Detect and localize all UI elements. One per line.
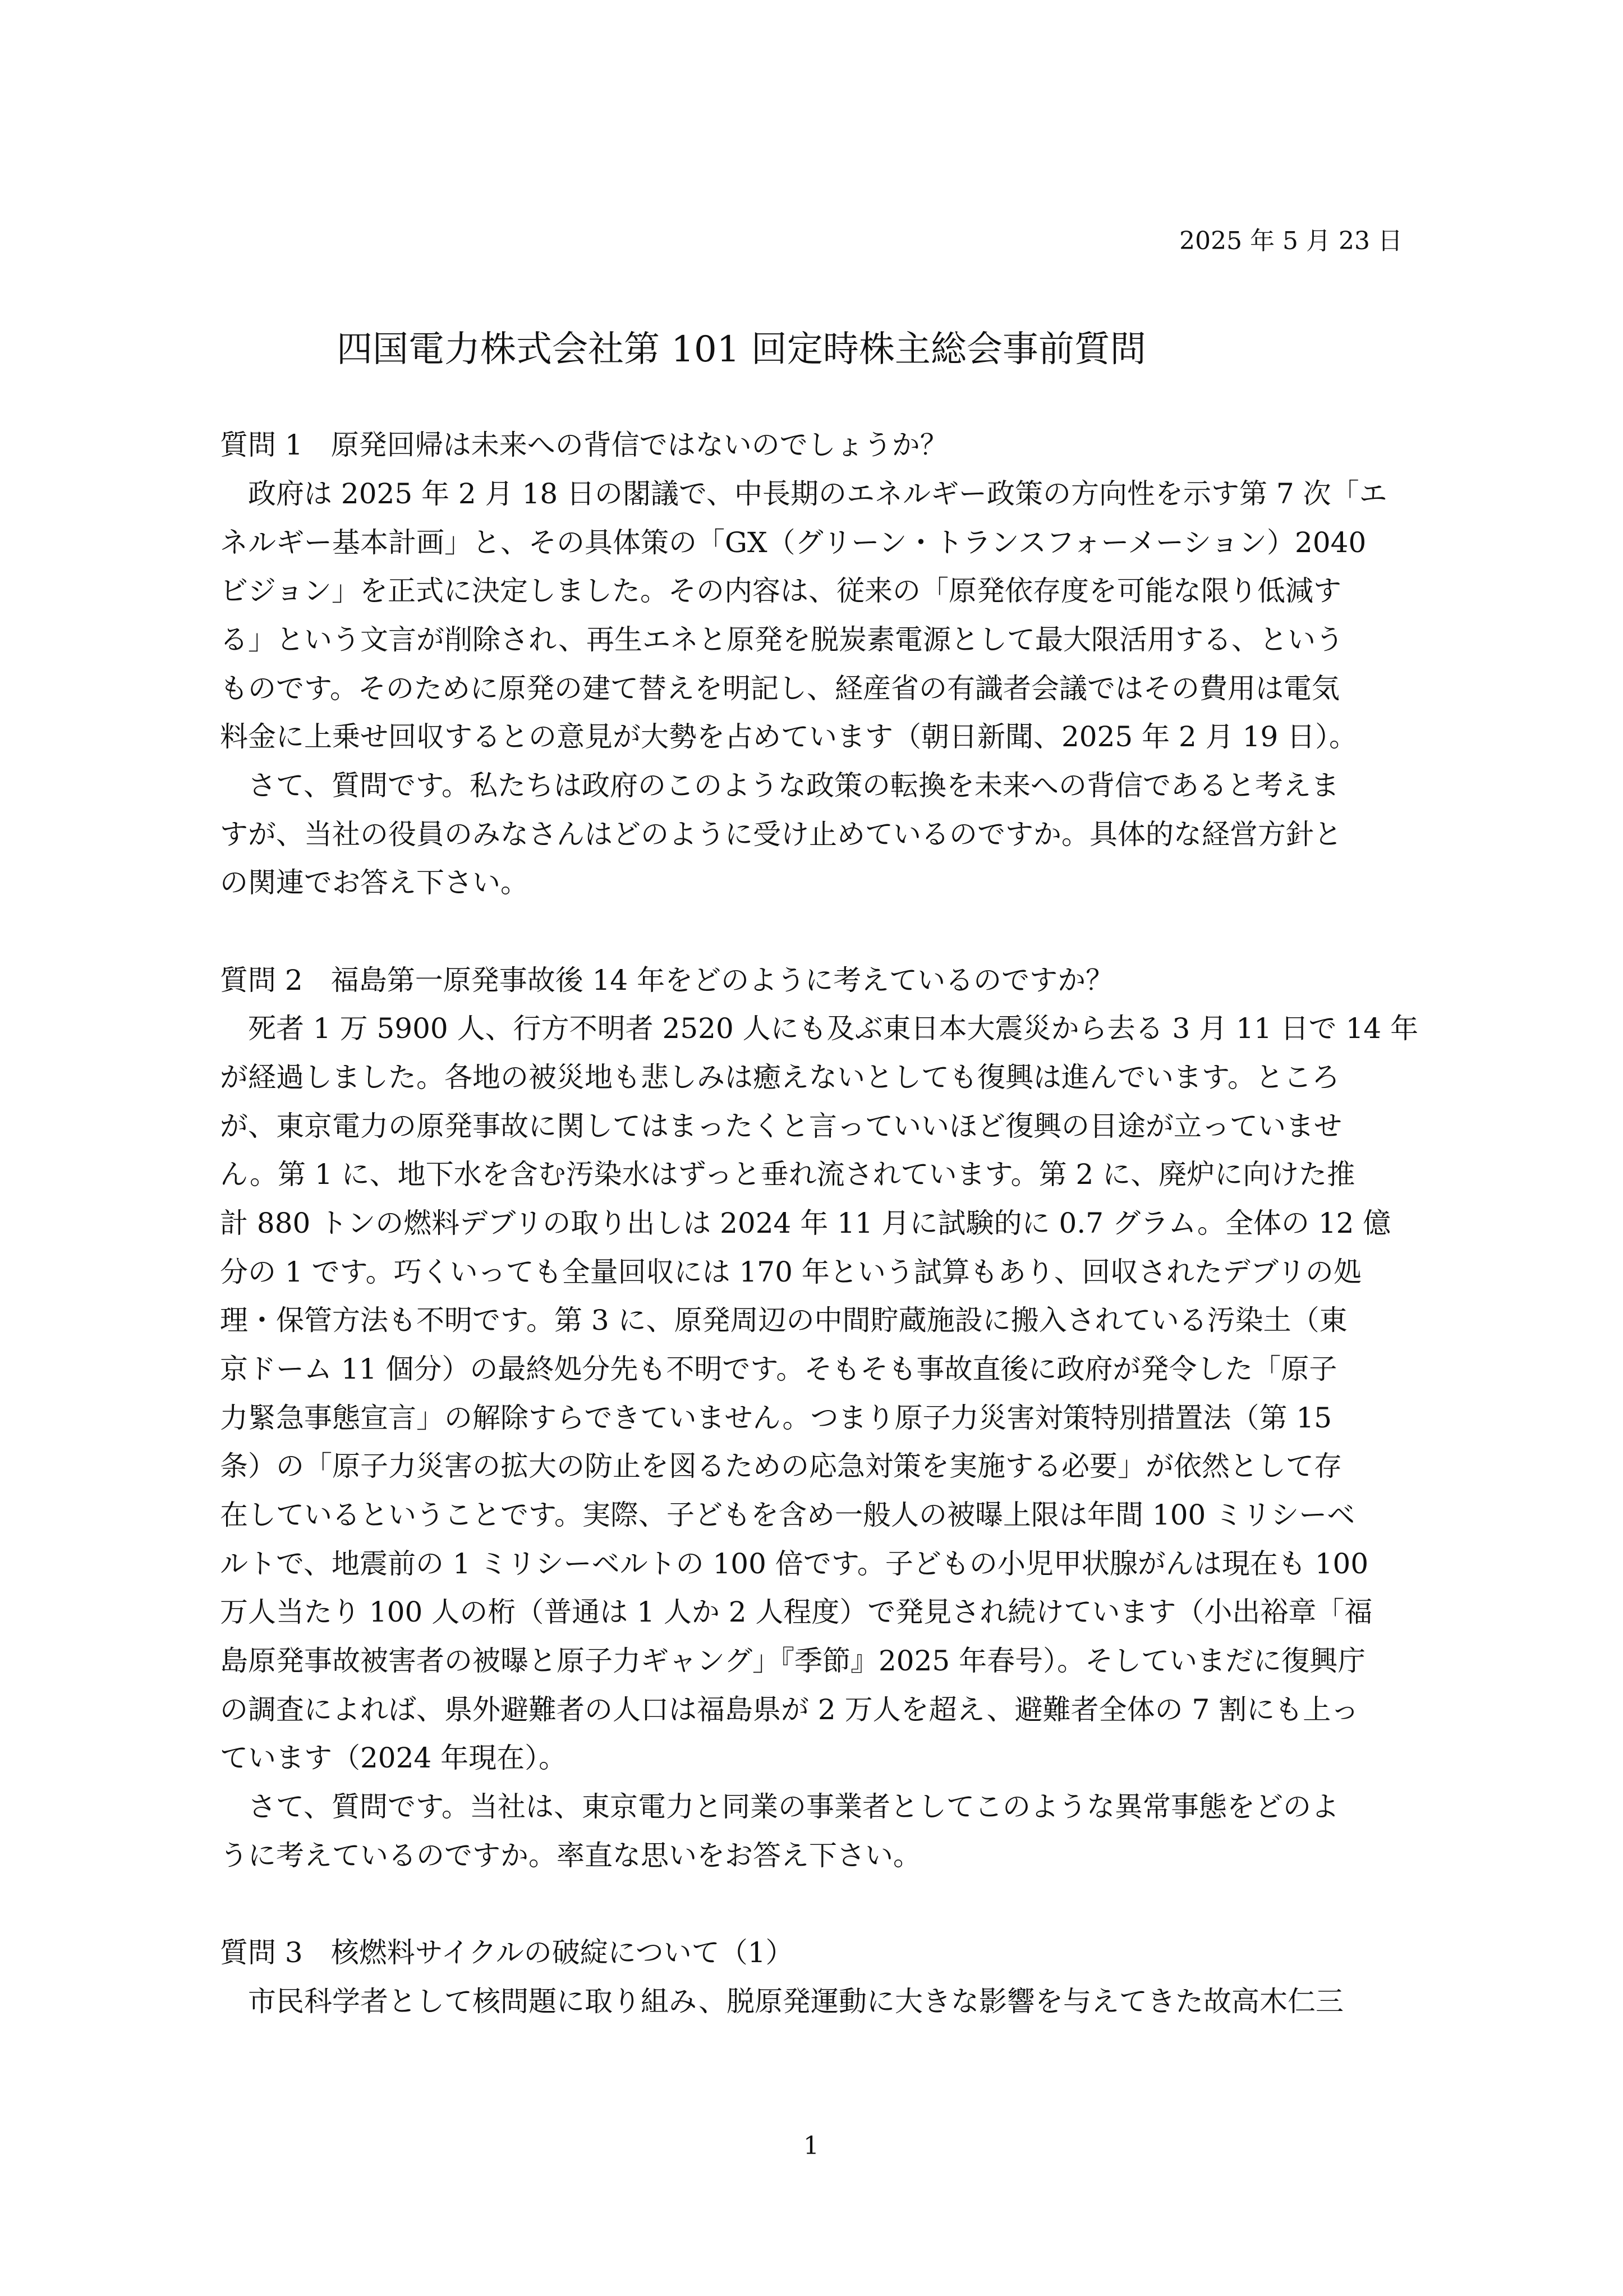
body-line: さて、質問です。私たちは政府のこのような政策の転換を未来への背信であると考えま [248,769,1339,802]
question-1-heading: 質問 1 原発回帰は未来への背信ではないのでしょうか？ [220,429,948,461]
body-line: すが、当社の役員のみなさんはどのように受け止めているのですか。具体的な経営方針と [220,818,1342,851]
body-line: さて、質問です。当社は、東京電力と同業の事業者としてこのような異常事態をどのよ [248,1790,1339,1823]
body-line: ています（2024 年現在）。 [220,1742,567,1774]
body-line: ん。第 1 に、地下水を含む汚染水はずっと垂れ流されています。第 2 に、廃炉に向けた推 [220,1158,1355,1191]
question-2-heading: 質問 2 福島第一原発事故後 14 年をどのように考えているのですか？ [220,964,1114,997]
body-line: の関連でお答え下さい。 [220,866,528,899]
document-title: 四国電力株式会社第 101 回定時株主総会事前質問 [337,329,1146,370]
body-line: 死者 1 万 5900 人、行方不明者 2520 人にも及ぶ東日本大震災から去る 3 月 11 日で 14 年 [248,1012,1419,1045]
body-line: 京ドーム 11 個分）の最終処分先も不明です。そもそも事故直後に政府が発令した「原子 [220,1353,1337,1385]
body-line: ルトで、地震前の 1 ミリシーベルトの 100 倍です。子どもの小児甲状腺がんは現在も 100 [220,1547,1369,1580]
body-line: 力緊急事態宣言」の解除すらできていません。つまり原子力災害対策特別措置法（第 15 [220,1402,1332,1434]
body-line: 万人当たり 100 人の桁（普通は 1 人か 2 人程度）で発見され続けています（小出裕章「福 [220,1596,1373,1628]
body-line: ビジョン」を正式に決定しました。その内容は、従来の「原発依存度を可能な限り低減す [220,575,1341,607]
body-line: 理・保管方法も不明です。第 3 に、原発周辺の中間貯蔵施設に搬入されている汚染土（東 [220,1304,1348,1337]
body-line: 政府は 2025 年 2 月 18 日の閣議で、中長期のエネルギー政策の方向性を示す第 7 次「エ [248,477,1387,510]
body-line: 市民科学者として核問題に取り組み、脱原発運動に大きな影響を与えてきた故高木仁三 [248,1985,1344,2018]
body-line: 料金に上乗せ回収するとの意見が大勢を占めています（朝日新聞、2025 年 2 月 19 日）。 [220,720,1358,753]
question-3-heading: 質問 3 核燃料サイクルの破綻について（1） [220,1936,794,1969]
body-line: 島原発事故被害者の被曝と原子力ギャング」『季節』2025 年春号）。そしていまだに復興庁 [220,1645,1366,1677]
body-line: 分の 1 です。巧くいっても全量回収には 170 年という試算もあり、回収されたデブリの処 [220,1256,1362,1288]
body-line: ものです。そのために原発の建て替えを明記し、経産省の有識者会議ではその費用は電気 [220,672,1340,705]
body-line: ネルギー基本計画」と、その具体策の「GX（グリーン・トランスフォーメーション）2040 [220,526,1367,559]
body-line: る」という文言が削除され、再生エネと原発を脱炭素電源として最大限活用する、という [220,623,1344,656]
document-date: 2025 年 5 月 23 日 [1179,227,1403,255]
page-number: 1 [803,2132,819,2160]
body-line: 条）の「原子力災害の拡大の防止を図るための応急対策を実施する必要」が依然として存 [220,1450,1342,1482]
body-line: 計 880 トンの燃料デブリの取り出しは 2024 年 11 月に試験的に 0.7 グラム。全体の 12 億 [220,1207,1391,1239]
body-line: 在しているということです。実際、子どもを含め一般人の被曝上限は年間 100 ミリシーベ [220,1499,1355,1531]
body-line: うに考えているのですか。率直な思いをお答え下さい。 [220,1839,921,1872]
body-line: が経過しました。各地の被災地も悲しみは癒えないとしても復興は進んでいます。ところ [220,1061,1340,1094]
body-line: の調査によれば、県外避難者の人口は福島県が 2 万人を超え、避難者全体の 7 割にも上っ [220,1693,1359,1726]
body-line: が、東京電力の原発事故に関してはまったくと言っていいほど復興の目途が立っていませ [220,1110,1342,1142]
